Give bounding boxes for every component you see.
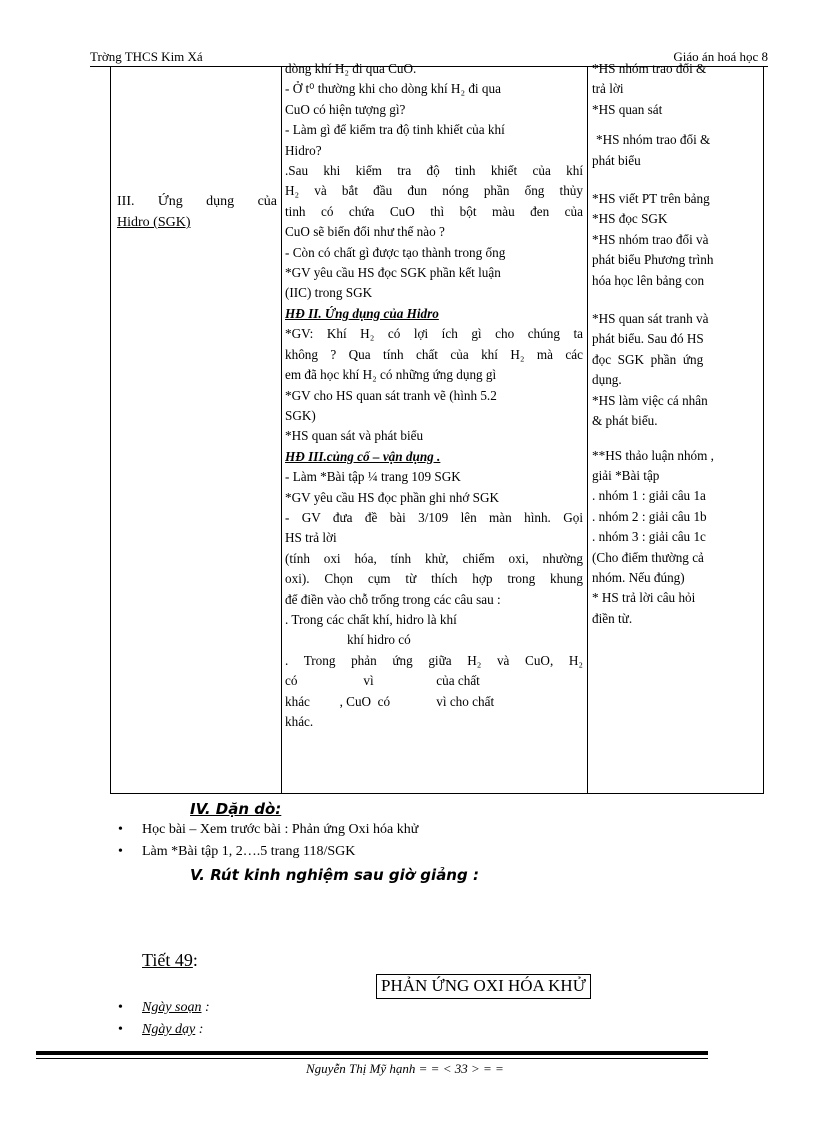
subject-title: Giáo án hoá học 8: [673, 49, 768, 64]
text-line: có vì của chất: [285, 673, 480, 689]
teach-date: [118, 1022, 203, 1038]
column-divider-2: [587, 67, 588, 793]
text-line: - Ở t⁰ thường khi cho dòng khí H₂ đi qua: [285, 81, 501, 97]
activity-heading-2: HĐ II. Ứng dụng của Hidro: [285, 305, 439, 321]
section-title-line-1: III. Ứng dụng của: [117, 194, 277, 209]
text-line: . nhóm 3 : giải câu 1c: [592, 529, 706, 545]
homework-item-1: [118, 822, 418, 838]
text-line: .Sau khi kiểm tra độ tinh khiết của khí: [285, 163, 583, 179]
text-line: SGK): [285, 407, 316, 423]
bullet-icon: •: [118, 844, 123, 859]
text-line: - GV đưa đề bài 3/109 lên màn hình. Gọi: [285, 509, 583, 525]
text-line: *GV yêu cầu HS đọc phần ghi nhớ SGK: [285, 489, 500, 505]
text-line: khác , CuO có vì cho chất: [285, 693, 495, 709]
spacer: [592, 120, 760, 130]
text-line: *HS nhóm trao đổi &: [592, 61, 707, 76]
prep-date-colon: :: [205, 1000, 210, 1015]
text-line: khí hidro có: [347, 632, 411, 648]
text-line: . Trong các chất khí, hidro là khí: [285, 611, 457, 627]
text-line: CuO có hiện tượng gì?: [285, 101, 406, 117]
text-line: Hidro?: [285, 142, 322, 158]
prep-date-label: Ngày soạn: [142, 1000, 202, 1015]
text-line: H₂ và bắt đầu đun nóng phần ống thủy: [285, 183, 583, 199]
text-line: *HS viết PT trên bảng: [592, 191, 710, 207]
text-line: nhóm. Nếu đúng): [592, 569, 685, 585]
column-divider-1: [281, 67, 282, 793]
text-line: * HS trả lời câu hỏi: [592, 590, 696, 606]
text-line: CuO sẽ biến đổi như thế nào ?: [285, 224, 445, 240]
text-line: *HS quan sát và phát biểu: [285, 428, 424, 444]
student-activity-cell: [592, 59, 760, 629]
bullet-icon: •: [118, 822, 123, 837]
spacer: [592, 432, 760, 446]
reflection-heading: V. Rút kinh nghiệm sau giờ giảng :: [190, 866, 479, 884]
text-line: phát biểu. Sau đó HS: [592, 331, 704, 347]
text-line: *HS nhóm trao đổi và: [592, 231, 709, 247]
text-line: . nhóm 1 : giải câu 1a: [592, 488, 706, 504]
text-line: điền từ.: [592, 610, 633, 626]
lesson-title: PHẢN ỨNG OXI HÓA KHỬ: [376, 974, 591, 999]
text-line: **HS thảo luận nhóm ,: [592, 447, 714, 463]
text-line: oxi). Chọn cụm từ thích hợp trong khung: [285, 571, 583, 587]
text-line: *GV cho HS quan sát tranh vẽ (hình 5.2: [285, 387, 497, 403]
text-line: & phát biểu.: [592, 413, 658, 429]
section-title-line-2: Hidro (SGK): [117, 215, 191, 230]
footer-rule-thin: [36, 1058, 708, 1059]
text-line: *GV: Khí H₂ có lợi ích gì cho chúng ta: [285, 326, 583, 342]
lesson-number-colon: :: [192, 950, 198, 970]
text-line: đọc SGK phần ứng: [592, 351, 704, 367]
text-line: không ? Qua tính chất của khí H₂ mà các: [285, 346, 583, 362]
text-line: *HS đọc SGK: [592, 211, 668, 227]
teach-date-colon: :: [198, 1022, 204, 1037]
text-line: - Làm *Bài tập ¼ trang 109 SGK: [285, 469, 461, 485]
bullet-icon: •: [118, 1000, 123, 1015]
homework-item-text: Làm *Bài tập 1, 2….5 trang 118/SGK: [142, 844, 356, 859]
text-line: HS trả lời: [285, 530, 337, 546]
school-name: Trờng THCS Kim Xá: [90, 49, 203, 64]
text-line: *HS làm việc cá nhân: [592, 392, 708, 408]
footer-rule-thick: [36, 1051, 708, 1055]
text-line: giải *Bài tập: [592, 467, 660, 483]
text-line: hóa học lên bảng con: [592, 272, 705, 288]
text-line: (Cho điểm thường cả: [592, 549, 704, 565]
text-line: . nhóm 2 : giải câu 1b: [592, 508, 707, 524]
homework-item-2: [118, 844, 355, 860]
lesson-table: [110, 61, 764, 794]
lesson-number-label: Tiết 49: [142, 950, 193, 970]
prep-date: [118, 1000, 210, 1016]
text-line: . Trong phản ứng giữa H₂ và CuO, H₂: [285, 652, 583, 668]
text-line: dụng.: [592, 372, 622, 388]
text-line: *HS quan sát tranh và: [592, 311, 709, 327]
footer-text: Nguyễn Thị Mỹ hạnh = = < 33 > = =: [306, 1061, 504, 1076]
text-line: phát biểu: [592, 152, 641, 168]
homework-item-text: Học bài – Xem trước bài : Phản ứng Oxi hóa khử: [142, 822, 419, 837]
activity-heading-3: HĐ III.củng cố – vận dụng .: [285, 448, 441, 464]
lesson-number: [142, 950, 198, 971]
text-line: - Còn có chất gì được tạo thành trong ống: [285, 244, 506, 260]
teach-date-label: Ngày dạy: [142, 1022, 196, 1037]
spacer: [592, 171, 760, 189]
text-line: dòng khí H₂ đi qua CuO.: [285, 61, 417, 76]
text-line: *HS quan sát: [592, 101, 663, 117]
text-line: để điền vào chỗ trống trong các câu sau :: [285, 591, 501, 607]
text-line: *HS nhóm trao đổi &: [596, 132, 711, 148]
text-line: phát biểu Phương trình: [592, 252, 714, 268]
bullet-icon: •: [118, 1022, 123, 1037]
section-title-cell: [117, 191, 277, 233]
text-line: *GV yêu cầu HS đọc SGK phần kết luận: [285, 265, 501, 281]
text-line: (tính oxi hóa, tính khử, chiếm oxi, nhường: [285, 550, 583, 566]
text-line: tinh có chứa CuO thì bột màu đen của: [285, 203, 583, 219]
homework-heading: IV. Dặn dò:: [190, 800, 282, 818]
text-line: - Làm gì để kiểm tra độ tinh khiết của khí: [285, 122, 505, 138]
teacher-activity-cell: [285, 59, 583, 732]
text-line: (IIC) trong SGK: [285, 285, 373, 301]
text-line: em đã học khí H₂ có những ứng dụng gì: [285, 367, 497, 383]
text-line: khác.: [285, 714, 314, 729]
text-line: trả lời: [592, 81, 624, 97]
spacer: [592, 291, 760, 309]
